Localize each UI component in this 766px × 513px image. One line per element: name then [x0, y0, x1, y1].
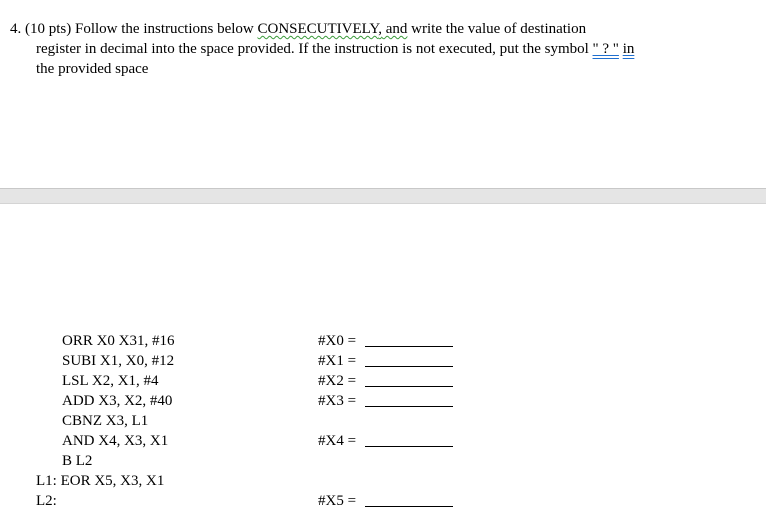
instruction-5 — [62, 432, 168, 450]
question-line-2-prefix: register in decimal into the space provided. If the instruction is not executed, put the symbol — [36, 41, 593, 57]
instruction-text: CBNZ X3, L1 — [62, 413, 149, 429]
answer-label-x1: #X1 = — [318, 353, 357, 369]
answer-blank-x1[interactable] — [365, 366, 453, 367]
question-line-1 — [10, 20, 586, 38]
answer-blank-x0[interactable] — [365, 346, 453, 347]
instruction-3 — [62, 392, 172, 410]
question-line-2 — [36, 40, 634, 58]
instruction-text: AND X4, X3, X1 — [62, 433, 169, 449]
instruction-text: ADD X3, X2, #40 — [62, 393, 173, 409]
answer-blank-x2[interactable] — [365, 386, 453, 387]
instruction-1 — [62, 352, 174, 370]
answer-blank-x4[interactable] — [365, 446, 453, 447]
answer-label-x3: #X3 = — [318, 393, 357, 409]
answer-label-x2: #X2 = — [318, 373, 357, 389]
consecutively-comma: , — [378, 21, 382, 37]
answer-label-x0: #X0 = — [318, 333, 357, 349]
instruction-text: EOR X5, X3, X1 — [60, 473, 165, 489]
consecutively-emphasis — [258, 21, 408, 37]
instruction-text: B L2 — [62, 453, 93, 469]
question-line-1-prefix: 4. (10 pts) Follow the instructions below — [10, 21, 258, 37]
instruction-6 — [62, 452, 92, 470]
instruction-4 — [62, 412, 148, 430]
instruction-8 — [36, 492, 57, 510]
instruction-text: LSL X2, X1, #4 — [62, 373, 159, 389]
page-break-band — [0, 188, 766, 204]
instruction-label: L2: — [36, 493, 57, 509]
instruction-2 — [62, 372, 159, 390]
question-line-3: the provided space — [36, 61, 149, 77]
answer-blank-x3[interactable] — [365, 406, 453, 407]
instruction-text: SUBI X1, X0, #12 — [62, 353, 175, 369]
question-line-1-suffix: write the value of destination — [407, 21, 587, 37]
question-symbol: " ? " — [592, 41, 619, 57]
instruction-label: L1: — [36, 473, 61, 489]
answer-label-x4: #X4 = — [318, 433, 357, 449]
question-in-word: in — [622, 41, 635, 57]
instruction-0 — [62, 332, 175, 350]
answer-label-x5: #X5 = — [318, 493, 357, 509]
answer-blank-x5[interactable] — [365, 506, 453, 507]
instruction-text: ORR X0 X31, #16 — [62, 333, 175, 349]
consecutively-word: CONSECUTIVELY — [257, 21, 379, 37]
instruction-7 — [36, 472, 164, 490]
and-word: and — [381, 21, 408, 37]
